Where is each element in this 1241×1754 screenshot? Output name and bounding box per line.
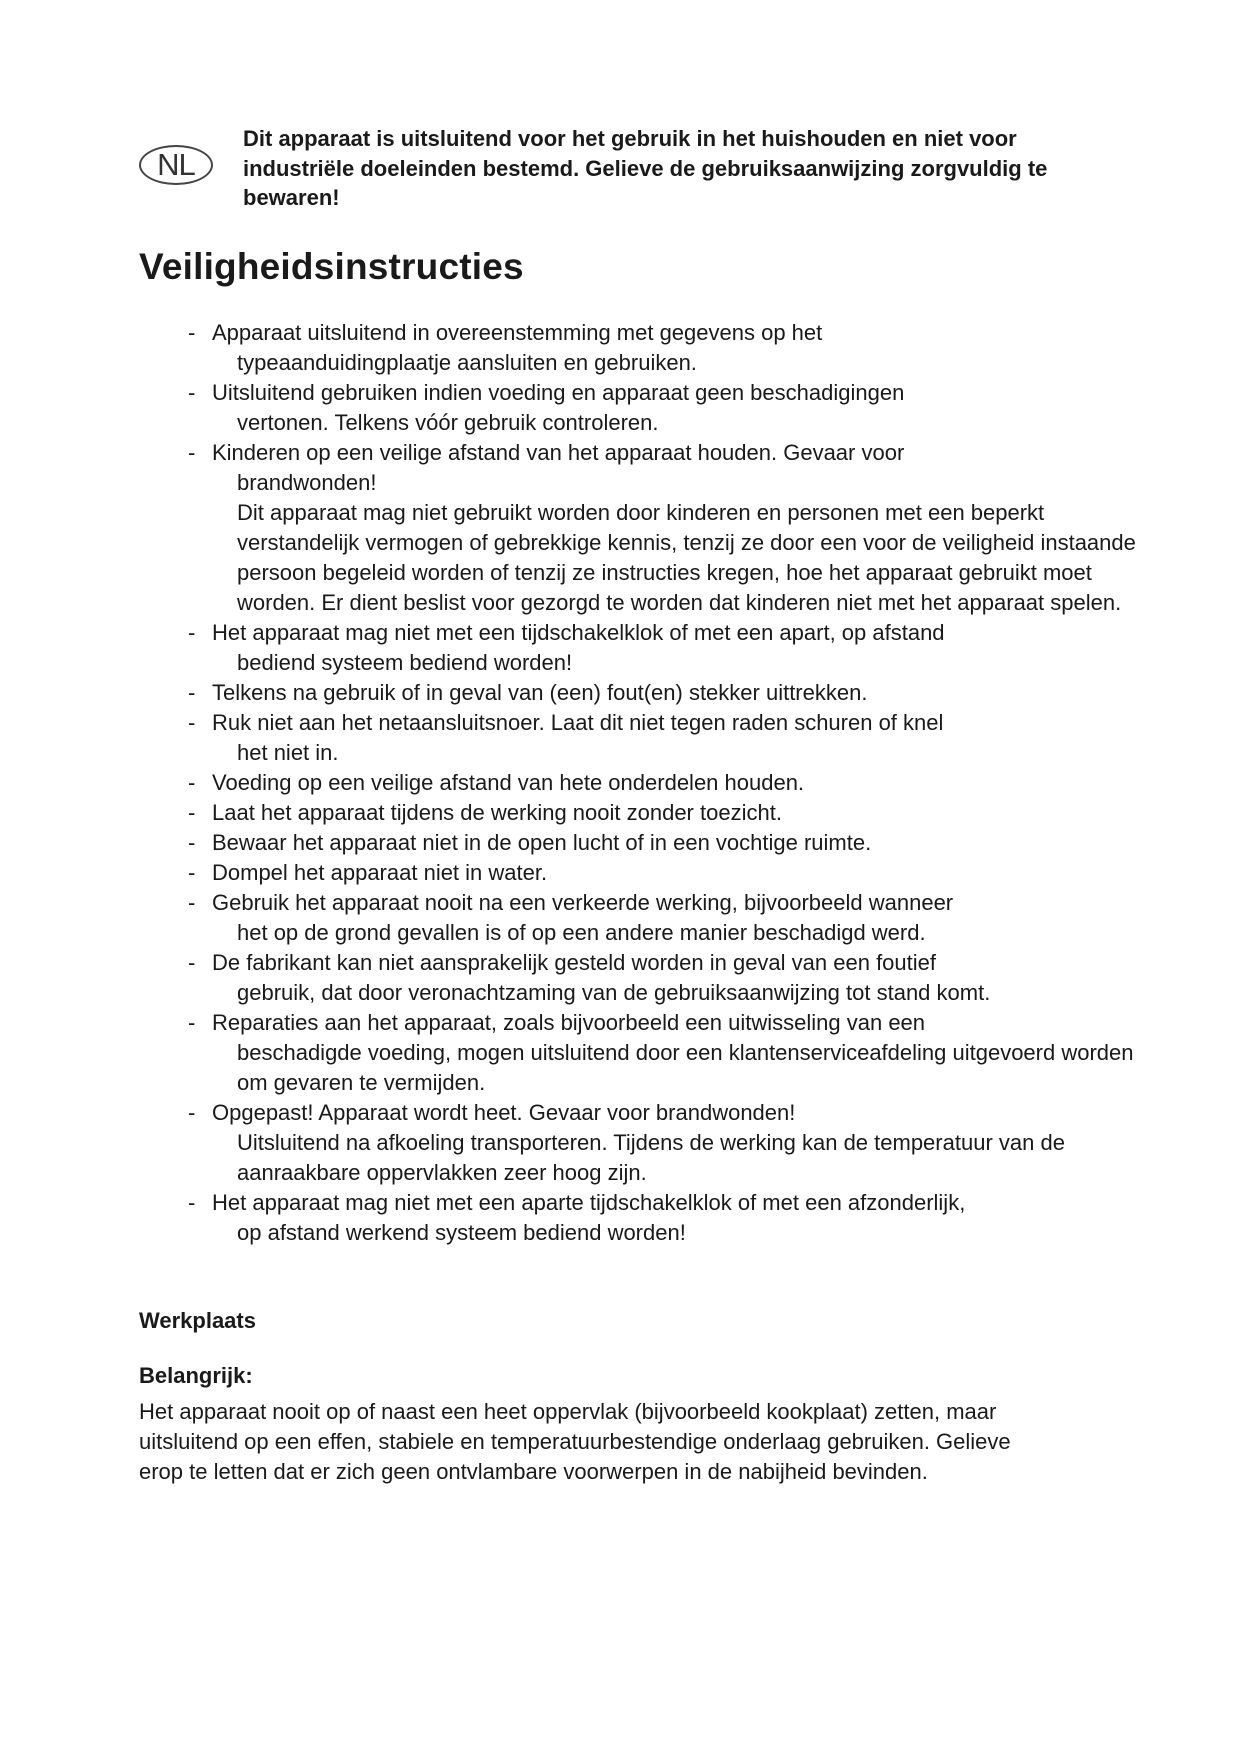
instruction-first-line: Het apparaat mag niet met een aparte tijdschakelklok of met een afzonderlijk,	[212, 1190, 966, 1215]
instruction-item	[186, 678, 1146, 708]
instruction-item	[186, 798, 1146, 828]
instruction-item	[186, 768, 1146, 798]
list-dash: -	[188, 1010, 196, 1035]
instruction-item	[186, 1008, 1146, 1098]
instruction-continuation: brandwonden!	[237, 470, 377, 495]
instruction-first-line: Laat het apparaat tijdens de werking nooit zonder toezicht.	[212, 800, 782, 825]
instruction-continuation: vertonen. Telkens vóór gebruik controleren.	[237, 410, 659, 435]
list-dash: -	[188, 1190, 196, 1215]
instruction-item	[186, 1098, 1146, 1188]
instruction-item	[186, 888, 1146, 948]
page-title: Veiligheidsinstructies	[139, 246, 524, 287]
instruction-first-line: Ruk niet aan het netaansluitsnoer. Laat dit niet tegen raden schuren of knel	[212, 710, 944, 735]
workplace-heading: Werkplaats	[139, 1308, 256, 1333]
instruction-continuation: gebruik, dat door veronachtzaming van de gebruiksaanwijzing tot stand komt.	[237, 980, 991, 1005]
language-badge-nl: NL	[139, 145, 213, 185]
instruction-item	[186, 708, 1146, 768]
instruction-item	[186, 318, 1146, 378]
instruction-first-line: Opgepast! Apparaat wordt heet. Gevaar voor brandwonden!	[212, 1100, 796, 1125]
instruction-continuation: op afstand werkend systeem bediend worden!	[237, 1220, 686, 1245]
list-dash: -	[188, 680, 196, 705]
instruction-item	[186, 438, 1146, 618]
instruction-first-line: De fabrikant kan niet aansprakelijk gesteld worden in geval van een foutief	[212, 950, 937, 975]
instruction-first-line: Telkens na gebruik of in geval van (een) fout(en) stekker uittrekken.	[212, 680, 868, 705]
instruction-extra-paragraph: Uitsluitend na afkoeling transporteren. Tijdens de werking kan de temperatuur van de aanraakbare oppervlakken zeer hoog zijn.	[237, 1130, 1065, 1185]
list-dash: -	[188, 620, 196, 645]
instruction-continuation: bediend systeem bediend worden!	[237, 650, 573, 675]
instruction-first-line: Dompel het apparaat niet in water.	[212, 860, 548, 885]
list-dash: -	[188, 950, 196, 975]
list-dash: -	[188, 770, 196, 795]
instruction-extra-paragraph: Dit apparaat mag niet gebruikt worden door kinderen en personen met een beperkt verstandelijk vermogen of gebrekkige kennis, tenzij ze door een voor de veiligheid instaande persoon begeleid worden of tenzij ze instructies kregen, hoe het apparaat gebruikt moet worden. Er dient beslist voor gezorgd te worden dat kinderen niet met het apparaat spelen.	[237, 500, 1136, 615]
instruction-continuation: het op de grond gevallen is of op een andere manier beschadigd werd.	[237, 920, 926, 945]
instruction-item	[186, 858, 1146, 888]
list-dash: -	[188, 1100, 196, 1125]
list-dash: -	[188, 380, 196, 405]
instruction-continuation: het niet in.	[237, 740, 339, 765]
safety-instructions-list	[186, 318, 1146, 1248]
list-dash: -	[188, 890, 196, 915]
instruction-first-line: Kinderen op een veilige afstand van het apparaat houden. Gevaar voor	[212, 440, 905, 465]
list-dash: -	[188, 440, 196, 465]
instruction-first-line: Bewaar het apparaat niet in de open lucht of in een vochtige ruimte.	[212, 830, 872, 855]
list-dash: -	[188, 320, 196, 345]
instruction-item	[186, 378, 1146, 438]
instruction-continuation: typeaanduidingplaatje aansluiten en gebruiken.	[237, 350, 697, 375]
instruction-item	[186, 948, 1146, 1008]
instruction-first-line: Gebruik het apparaat nooit na een verkeerde werking, bijvoorbeeld wanneer	[212, 890, 954, 915]
important-label: Belangrijk:	[139, 1363, 253, 1388]
instruction-item	[186, 618, 1146, 678]
instruction-first-line: Uitsluitend gebruiken indien voeding en apparaat geen beschadigingen	[212, 380, 905, 405]
instruction-continuation: beschadigde voeding, mogen uitsluitend door een klantenserviceafdeling uitgevoerd worden om gevaren te vermijden.	[237, 1040, 1134, 1095]
workplace-note: Het apparaat nooit op of naast een heet oppervlak (bijvoorbeeld kookplaat) zetten, maar uitsluitend op een effen, stabiele en temperatuurbestendige onderlaag gebruiken. Gelieve erop te letten dat er zich geen ontvlambare voorwerpen in de nabijheid bevinden.	[139, 1399, 1011, 1484]
instruction-first-line: Reparaties aan het apparaat, zoals bijvoorbeeld een uitwisseling van een	[212, 1010, 926, 1035]
instruction-first-line: Apparaat uitsluitend in overeenstemming met gegevens op het	[212, 320, 823, 345]
instruction-item	[186, 828, 1146, 858]
list-dash: -	[188, 710, 196, 735]
list-dash: -	[188, 800, 196, 825]
instruction-first-line: Voeding op een veilige afstand van hete onderdelen houden.	[212, 770, 805, 795]
instruction-item	[186, 1188, 1146, 1248]
list-dash: -	[188, 830, 196, 855]
intro-notice: Dit apparaat is uitsluitend voor het gebruik in het huishouden en niet voor industriële doeleinden bestemd. Gelieve de gebruiksaanwijzing zorgvuldig te bewaren!	[243, 126, 1048, 210]
instruction-first-line: Het apparaat mag niet met een tijdschakelklok of met een apart, op afstand	[212, 620, 945, 645]
list-dash: -	[188, 860, 196, 885]
